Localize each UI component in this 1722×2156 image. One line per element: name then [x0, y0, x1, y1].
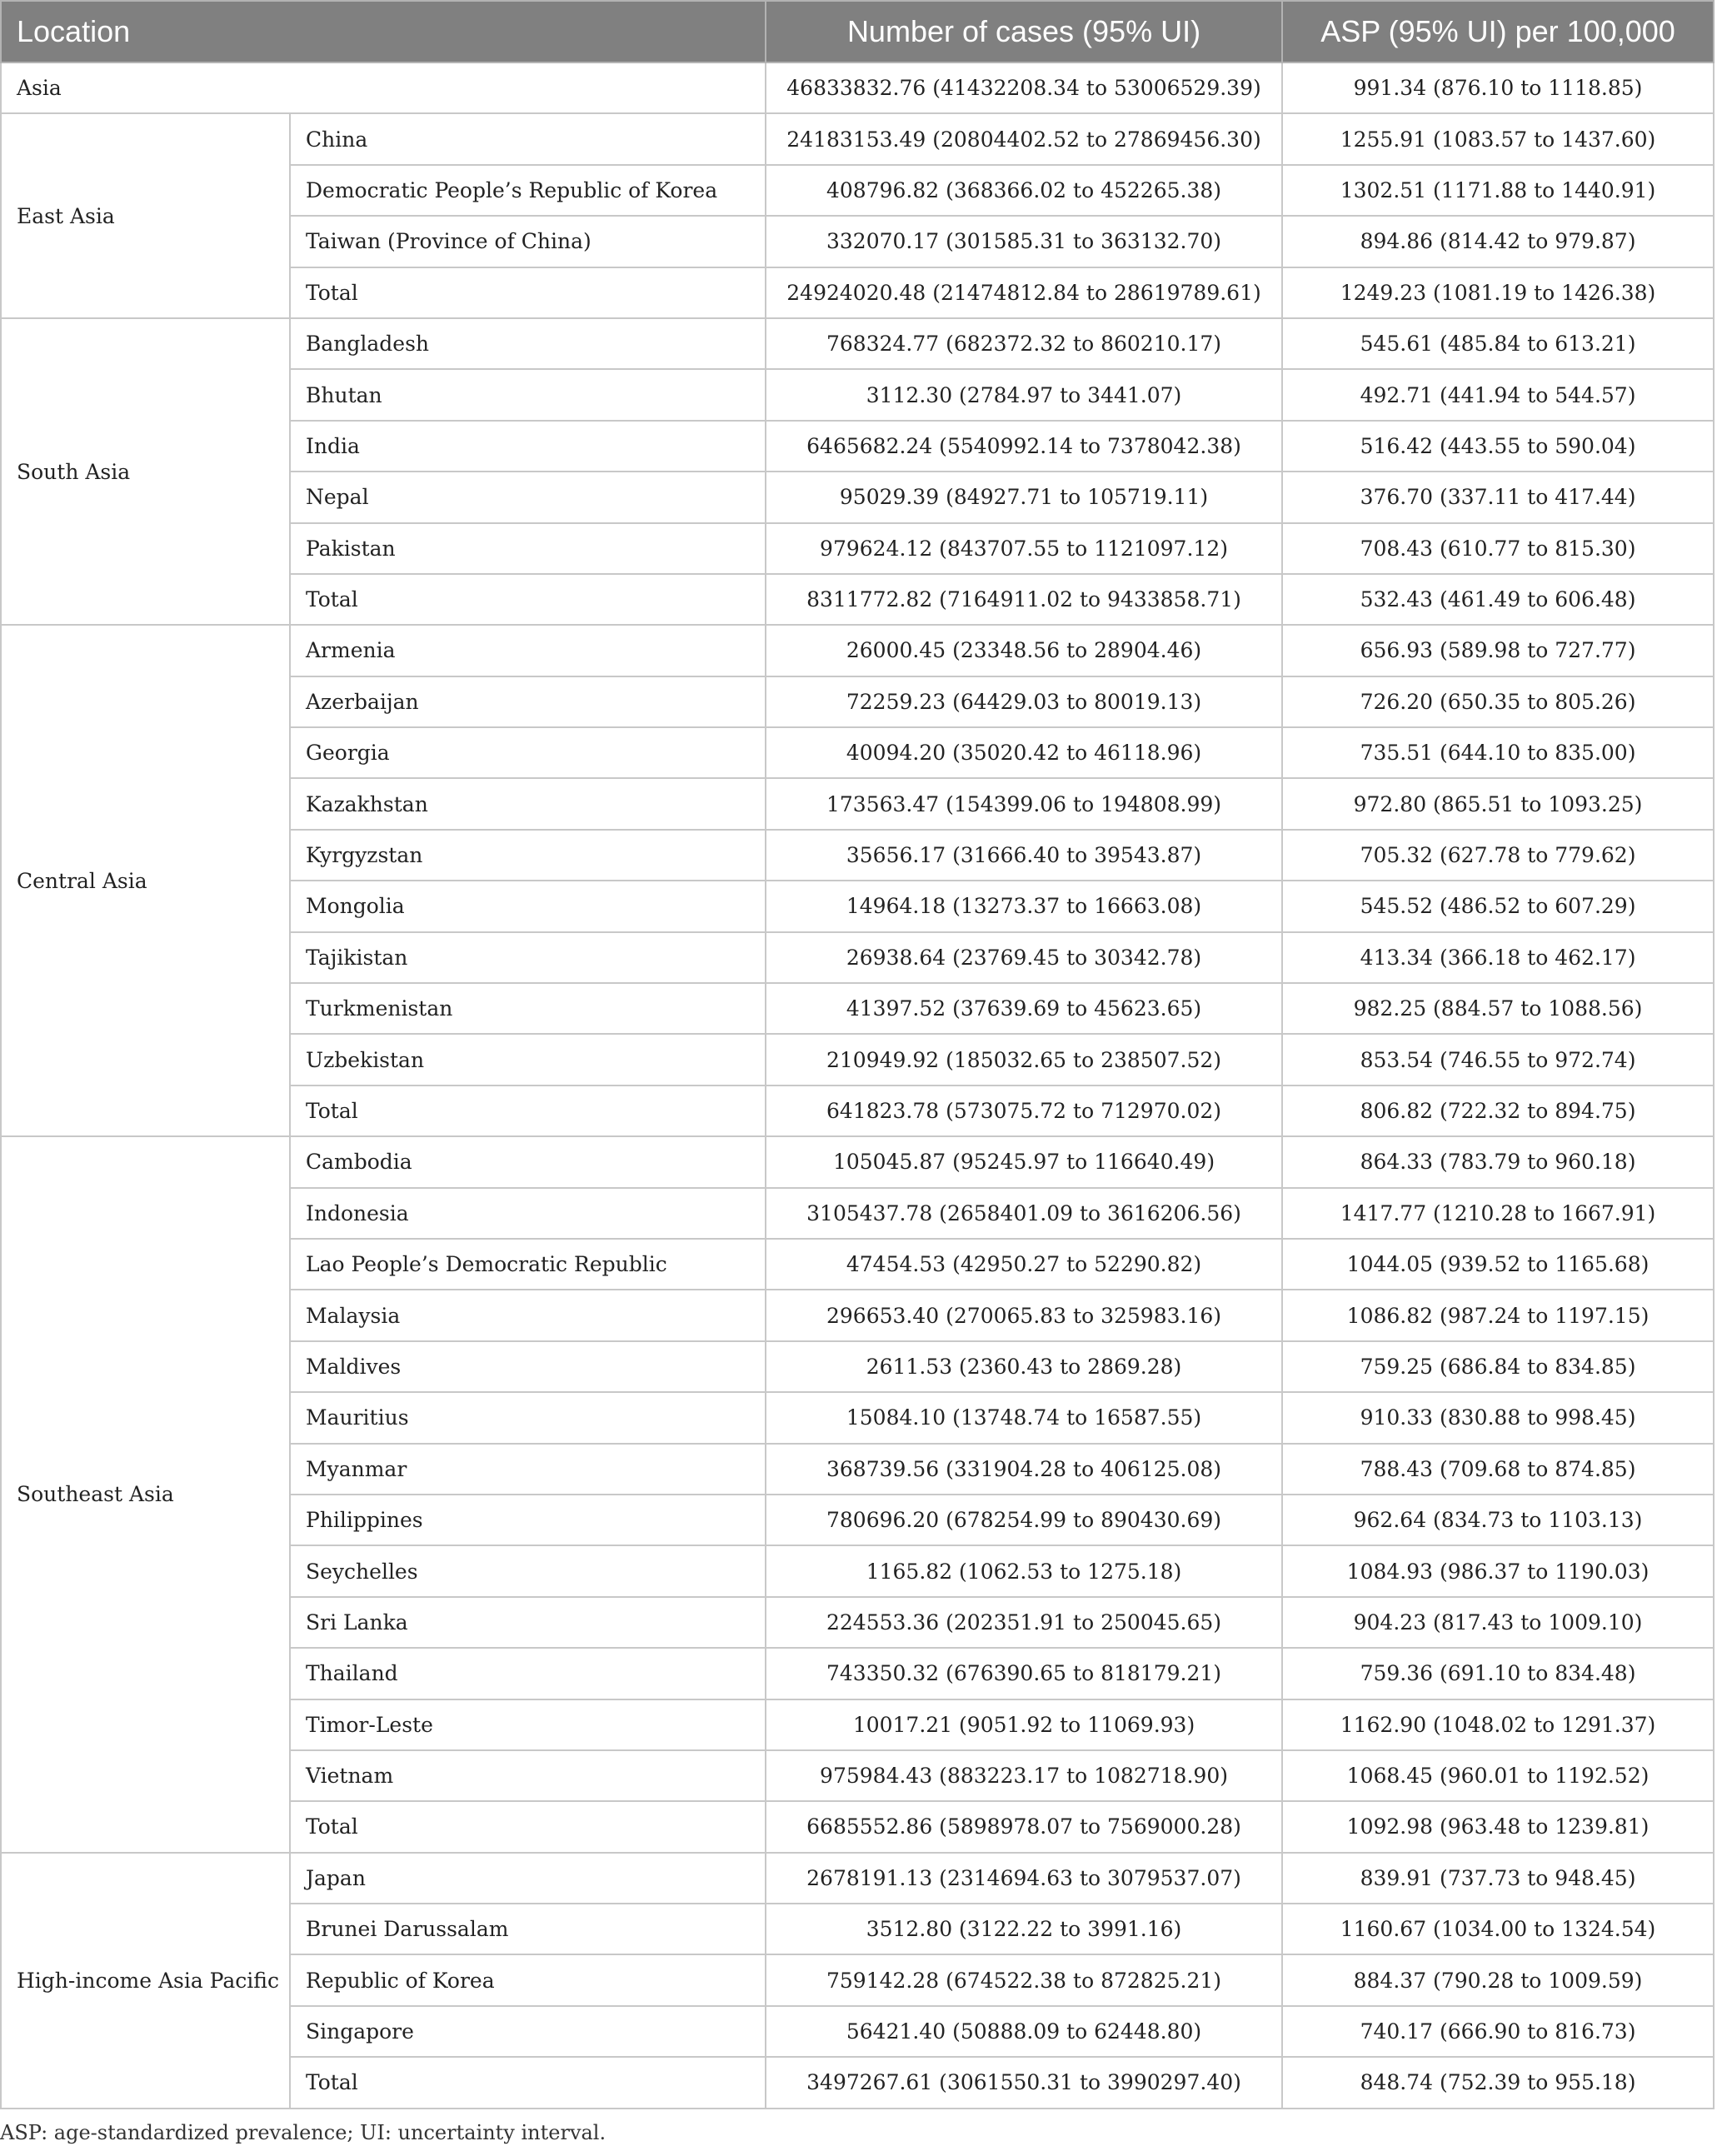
country-cell: Armenia: [290, 625, 766, 676]
asp-cell: 848.74 (752.39 to 955.18): [1282, 2057, 1714, 2108]
header-cases: Number of cases (95% UI): [766, 1, 1282, 62]
asp-cell: 705.32 (627.78 to 779.62): [1282, 830, 1714, 881]
asp-cell: 532.43 (461.49 to 606.48): [1282, 574, 1714, 625]
table-row: [1, 625, 1714, 676]
country-cell: India: [290, 421, 766, 472]
country-cell: Japan: [290, 1853, 766, 1904]
asp-cell: 1084.93 (986.37 to 1190.03): [1282, 1545, 1714, 1596]
asp-cell: 894.86 (814.42 to 979.87): [1282, 216, 1714, 267]
cases-cell: 210949.92 (185032.65 to 238507.52): [766, 1034, 1282, 1085]
cases-cell: 2611.53 (2360.43 to 2869.28): [766, 1341, 1282, 1392]
region-cell: High-income Asia Pacific: [1, 1853, 290, 2109]
asp-cell: 806.82 (722.32 to 894.75): [1282, 1085, 1714, 1136]
country-cell: Nepal: [290, 472, 766, 522]
asp-cell: 972.80 (865.51 to 1093.25): [1282, 778, 1714, 829]
cases-cell: 3112.30 (2784.97 to 3441.07): [766, 369, 1282, 420]
location-cell: Asia: [1, 62, 766, 113]
country-cell: Georgia: [290, 727, 766, 778]
country-cell: Total: [290, 1801, 766, 1852]
cases-cell: 332070.17 (301585.31 to 363132.70): [766, 216, 1282, 267]
country-cell: Cambodia: [290, 1136, 766, 1187]
asp-cell: 853.54 (746.55 to 972.74): [1282, 1034, 1714, 1085]
asp-cell: 1068.45 (960.01 to 1192.52): [1282, 1750, 1714, 1801]
country-cell: Malaysia: [290, 1290, 766, 1340]
country-cell: Taiwan (Province of China): [290, 216, 766, 267]
cases-cell: 105045.87 (95245.97 to 116640.49): [766, 1136, 1282, 1187]
asp-cell: 1162.90 (1048.02 to 1291.37): [1282, 1699, 1714, 1750]
asp-cell: 991.34 (876.10 to 1118.85): [1282, 62, 1714, 113]
asp-cell: 759.25 (686.84 to 834.85): [1282, 1341, 1714, 1392]
asp-cell: 708.43 (610.77 to 815.30): [1282, 523, 1714, 574]
asp-cell: 492.71 (441.94 to 544.57): [1282, 369, 1714, 420]
cases-cell: 368739.56 (331904.28 to 406125.08): [766, 1444, 1282, 1495]
cases-cell: 26938.64 (23769.45 to 30342.78): [766, 932, 1282, 983]
table-row-asia: [1, 62, 1714, 113]
country-cell: Seychelles: [290, 1545, 766, 1596]
region-cell: Southeast Asia: [1, 1136, 290, 1852]
asp-cell: 864.33 (783.79 to 960.18): [1282, 1136, 1714, 1187]
cases-cell: 8311772.82 (7164911.02 to 9433858.71): [766, 574, 1282, 625]
country-cell: Republic of Korea: [290, 1954, 766, 2005]
cases-cell: 46833832.76 (41432208.34 to 53006529.39): [766, 62, 1282, 113]
asp-cell: 904.23 (817.43 to 1009.10): [1282, 1597, 1714, 1648]
asp-cell: 1249.23 (1081.19 to 1426.38): [1282, 267, 1714, 318]
country-cell: Lao People’s Democratic Republic: [290, 1239, 766, 1290]
asp-cell: 1044.05 (939.52 to 1165.68): [1282, 1239, 1714, 1290]
table-footnote: ASP: age-standardized prevalence; UI: uncertainty interval.: [0, 2121, 606, 2144]
cases-cell: 24924020.48 (21474812.84 to 28619789.61): [766, 267, 1282, 318]
table-row: [1, 1136, 1714, 1187]
asp-cell: 962.64 (834.73 to 1103.13): [1282, 1495, 1714, 1545]
country-cell: Bhutan: [290, 369, 766, 420]
country-cell: Democratic People’s Republic of Korea: [290, 165, 766, 216]
cases-cell: 979624.12 (843707.55 to 1121097.12): [766, 523, 1282, 574]
cases-cell: 3105437.78 (2658401.09 to 3616206.56): [766, 1188, 1282, 1239]
country-cell: Turkmenistan: [290, 983, 766, 1034]
cases-cell: 3497267.61 (3061550.31 to 3990297.40): [766, 2057, 1282, 2108]
cases-cell: 35656.17 (31666.40 to 39543.87): [766, 830, 1282, 881]
cases-cell: 3512.80 (3122.22 to 3991.16): [766, 1904, 1282, 1954]
country-cell: Total: [290, 2057, 766, 2108]
cases-cell: 72259.23 (64429.03 to 80019.13): [766, 676, 1282, 727]
table-row: [1, 1853, 1714, 1904]
asp-cell: 1086.82 (987.24 to 1197.15): [1282, 1290, 1714, 1340]
asp-cell: 759.36 (691.10 to 834.48): [1282, 1648, 1714, 1699]
country-cell: Indonesia: [290, 1188, 766, 1239]
cases-cell: 975984.43 (883223.17 to 1082718.90): [766, 1750, 1282, 1801]
country-cell: China: [290, 113, 766, 164]
asp-cell: 735.51 (644.10 to 835.00): [1282, 727, 1714, 778]
country-cell: Tajikistan: [290, 932, 766, 983]
country-cell: Maldives: [290, 1341, 766, 1392]
cases-cell: 224553.36 (202351.91 to 250045.65): [766, 1597, 1282, 1648]
country-cell: Azerbaijan: [290, 676, 766, 727]
asp-cell: 1302.51 (1171.88 to 1440.91): [1282, 165, 1714, 216]
cases-cell: 26000.45 (23348.56 to 28904.46): [766, 625, 1282, 676]
header-row: [1, 1, 1714, 62]
region-cell: East Asia: [1, 113, 290, 318]
country-cell: Total: [290, 1085, 766, 1136]
asp-cell: 1255.91 (1083.57 to 1437.60): [1282, 113, 1714, 164]
asp-cell: 788.43 (709.68 to 874.85): [1282, 1444, 1714, 1495]
cases-cell: 10017.21 (9051.92 to 11069.93): [766, 1699, 1282, 1750]
country-cell: Philippines: [290, 1495, 766, 1545]
country-cell: Mongolia: [290, 881, 766, 931]
asp-cell: 656.93 (589.98 to 727.77): [1282, 625, 1714, 676]
header-location: Location: [1, 1, 766, 62]
asp-cell: 982.25 (884.57 to 1088.56): [1282, 983, 1714, 1034]
asp-cell: 1417.77 (1210.28 to 1667.91): [1282, 1188, 1714, 1239]
region-cell: South Asia: [1, 318, 290, 625]
cases-cell: 759142.28 (674522.38 to 872825.21): [766, 1954, 1282, 2005]
asp-cell: 1160.67 (1034.00 to 1324.54): [1282, 1904, 1714, 1954]
cases-cell: 41397.52 (37639.69 to 45623.65): [766, 983, 1282, 1034]
cases-cell: 15084.10 (13748.74 to 16587.55): [766, 1392, 1282, 1443]
asp-cell: 516.42 (443.55 to 590.04): [1282, 421, 1714, 472]
cases-cell: 641823.78 (573075.72 to 712970.02): [766, 1085, 1282, 1136]
cases-cell: 408796.82 (368366.02 to 452265.38): [766, 165, 1282, 216]
cases-cell: 56421.40 (50888.09 to 62448.80): [766, 2006, 1282, 2057]
country-cell: Vietnam: [290, 1750, 766, 1801]
asp-cell: 884.37 (790.28 to 1009.59): [1282, 1954, 1714, 2005]
cases-cell: 6685552.86 (5898978.07 to 7569000.28): [766, 1801, 1282, 1852]
asp-cell: 1092.98 (963.48 to 1239.81): [1282, 1801, 1714, 1852]
asp-cell: 545.52 (486.52 to 607.29): [1282, 881, 1714, 931]
cases-cell: 24183153.49 (20804402.52 to 27869456.30): [766, 113, 1282, 164]
table-row: [1, 318, 1714, 369]
country-cell: Myanmar: [290, 1444, 766, 1495]
table-header: [1, 1, 1714, 62]
asp-cell: 545.61 (485.84 to 613.21): [1282, 318, 1714, 369]
cases-cell: 173563.47 (154399.06 to 194808.99): [766, 778, 1282, 829]
header-asp: ASP (95% UI) per 100,000: [1282, 1, 1714, 62]
cases-cell: 768324.77 (682372.32 to 860210.17): [766, 318, 1282, 369]
asp-cell: 740.17 (666.90 to 816.73): [1282, 2006, 1714, 2057]
country-cell: Kyrgyzstan: [290, 830, 766, 881]
country-cell: Thailand: [290, 1648, 766, 1699]
country-cell: Total: [290, 267, 766, 318]
cases-cell: 2678191.13 (2314694.63 to 3079537.07): [766, 1853, 1282, 1904]
asp-cell: 910.33 (830.88 to 998.45): [1282, 1392, 1714, 1443]
asp-cell: 726.20 (650.35 to 805.26): [1282, 676, 1714, 727]
country-cell: Total: [290, 574, 766, 625]
cases-cell: 14964.18 (13273.37 to 16663.08): [766, 881, 1282, 931]
table-row: [1, 113, 1714, 164]
country-cell: Bangladesh: [290, 318, 766, 369]
country-cell: Kazakhstan: [290, 778, 766, 829]
asp-cell: 376.70 (337.11 to 417.44): [1282, 472, 1714, 522]
cases-cell: 743350.32 (676390.65 to 818179.21): [766, 1648, 1282, 1699]
cases-cell: 40094.20 (35020.42 to 46118.96): [766, 727, 1282, 778]
cases-cell: 95029.39 (84927.71 to 105719.11): [766, 472, 1282, 522]
asp-cell: 839.91 (737.73 to 948.45): [1282, 1853, 1714, 1904]
country-cell: Brunei Darussalam: [290, 1904, 766, 1954]
country-cell: Singapore: [290, 2006, 766, 2057]
country-cell: Uzbekistan: [290, 1034, 766, 1085]
region-cell: Central Asia: [1, 625, 290, 1136]
country-cell: Sri Lanka: [290, 1597, 766, 1648]
asp-cell: 413.34 (366.18 to 462.17): [1282, 932, 1714, 983]
cases-cell: 47454.53 (42950.27 to 52290.82): [766, 1239, 1282, 1290]
cases-cell: 1165.82 (1062.53 to 1275.18): [766, 1545, 1282, 1596]
country-cell: Timor-Leste: [290, 1699, 766, 1750]
table-body: [1, 62, 1714, 2109]
cases-cell: 6465682.24 (5540992.14 to 7378042.38): [766, 421, 1282, 472]
cases-cell: 780696.20 (678254.99 to 890430.69): [766, 1495, 1282, 1545]
country-cell: Mauritius: [290, 1392, 766, 1443]
country-cell: Pakistan: [290, 523, 766, 574]
cases-cell: 296653.40 (270065.83 to 325983.16): [766, 1290, 1282, 1340]
